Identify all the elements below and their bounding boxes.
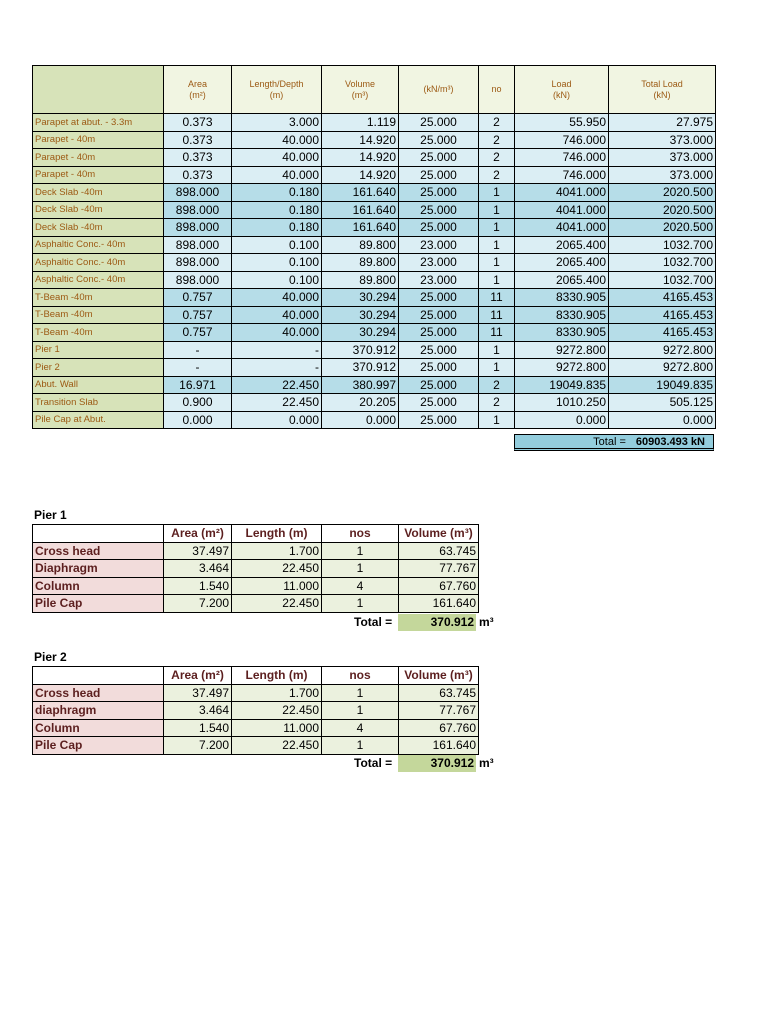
load-cell: 1010.250 [515,394,609,412]
count-cell: 2 [479,131,515,149]
unit-weight-cell: 25.000 [399,289,479,307]
table-row [33,219,716,237]
area-cell: 7.200 [164,737,232,755]
unit-weight-cell: 25.000 [399,359,479,377]
volume-cell: 63.745 [399,684,479,702]
total-load-cell: 2020.500 [609,219,716,237]
volume-cell: 1.119 [322,114,399,132]
load-cell: 8330.905 [515,306,609,324]
total-load-cell: 19049.835 [609,376,716,394]
pier2-total-label: Total = [354,756,393,770]
volume-cell: 67.760 [399,719,479,737]
row-label: Column [33,719,164,737]
count-cell: 11 [479,306,515,324]
pier2-total [0,756,600,773]
total-load-cell: 2020.500 [609,184,716,202]
length-cell: 11.000 [232,719,322,737]
area-cell: 37.497 [164,684,232,702]
row-label: diaphragm [33,702,164,720]
table-row [33,560,479,578]
unit-weight-cell: 25.000 [399,166,479,184]
count-cell: 1 [479,236,515,254]
table-row [33,737,479,755]
table-row [33,184,716,202]
table-row [33,684,479,702]
row-label: Cross head [33,542,164,560]
header-volume: Volume (m³) [399,667,479,685]
table-row [33,289,716,307]
grand-total-value: 60903.493 kN [635,435,705,448]
volume-cell: 63.745 [399,542,479,560]
header-unit-weight: (kN/m³) [399,66,479,114]
nos-cell: 1 [322,737,399,755]
header-blank [33,525,164,543]
unit-weight-cell: 25.000 [399,324,479,342]
header-total-load: Total Load (kN) [609,66,716,114]
nos-cell: 4 [322,577,399,595]
row-label: Asphaltic Conc.- 40m [33,254,164,272]
unit-weight-cell: 25.000 [399,201,479,219]
row-label: Abut. Wall [33,376,164,394]
row-label: T-Beam -40m [33,324,164,342]
header-load: Load (kN) [515,66,609,114]
table-row [33,542,479,560]
load-cell: 2065.400 [515,254,609,272]
total-load-cell: 2020.500 [609,201,716,219]
volume-cell: 370.912 [322,359,399,377]
load-cell: 9272.800 [515,359,609,377]
load-cell: 4041.000 [515,219,609,237]
volume-cell: 30.294 [322,289,399,307]
total-load-cell: 9272.800 [609,359,716,377]
count-cell: 1 [479,359,515,377]
length-cell: 0.100 [232,254,322,272]
row-label: Cross head [33,684,164,702]
count-cell: 1 [479,219,515,237]
unit-weight-cell: 25.000 [399,219,479,237]
header-length: Length (m) [232,667,322,685]
area-cell: 0.373 [164,131,232,149]
total-load-cell: 27.975 [609,114,716,132]
length-cell: 0.180 [232,201,322,219]
grand-total [514,434,714,451]
length-cell: 40.000 [232,149,322,167]
row-label: Pier 2 [33,359,164,377]
area-cell: 37.497 [164,542,232,560]
load-cell: 8330.905 [515,289,609,307]
area-cell: 0.757 [164,306,232,324]
area-cell: 0.900 [164,394,232,412]
area-cell: 898.000 [164,271,232,289]
area-cell: 1.540 [164,577,232,595]
header-area: Area (m²) [164,66,232,114]
nos-cell: 1 [322,684,399,702]
volume-cell: 370.912 [322,341,399,359]
table-row [33,131,716,149]
count-cell: 2 [479,114,515,132]
row-label: T-Beam -40m [33,306,164,324]
row-label: Diaphragm [33,560,164,578]
table-row [33,702,479,720]
area-cell: 0.000 [164,411,232,429]
total-load-cell: 1032.700 [609,271,716,289]
pier2-table [32,666,479,755]
header-volume: Volume (m³) [399,525,479,543]
length-cell: 0.000 [232,411,322,429]
pier1-total [0,615,600,632]
volume-cell: 89.800 [322,271,399,289]
volume-cell: 89.800 [322,236,399,254]
table-row [33,359,716,377]
total-load-cell: 0.000 [609,411,716,429]
count-cell: 1 [479,184,515,202]
volume-cell: 161.640 [322,219,399,237]
area-cell: 0.757 [164,324,232,342]
header-length: Length/Depth (m) [232,66,322,114]
unit-weight-cell: 25.000 [399,131,479,149]
row-label: Deck Slab -40m [33,219,164,237]
unit-weight-cell: 25.000 [399,376,479,394]
total-load-cell: 4165.453 [609,306,716,324]
nos-cell: 1 [322,560,399,578]
load-cell: 746.000 [515,131,609,149]
row-label: Pile Cap [33,737,164,755]
count-cell: 2 [479,166,515,184]
unit-weight-cell: 23.000 [399,254,479,272]
length-cell: 40.000 [232,289,322,307]
load-table [32,65,716,429]
header-nos: nos [322,667,399,685]
count-cell: 1 [479,271,515,289]
row-label: Deck Slab -40m [33,201,164,219]
row-label: Parapet - 40m [33,149,164,167]
table-row [33,166,716,184]
total-load-cell: 373.000 [609,131,716,149]
volume-cell: 0.000 [322,411,399,429]
unit-weight-cell: 23.000 [399,236,479,254]
load-cell: 4041.000 [515,184,609,202]
length-cell: 22.450 [232,737,322,755]
length-cell: 22.450 [232,595,322,613]
header-volume: Volume (m³) [322,66,399,114]
unit-weight-cell: 25.000 [399,394,479,412]
length-cell: 22.450 [232,376,322,394]
header-blank [33,667,164,685]
length-cell: 3.000 [232,114,322,132]
area-cell: 898.000 [164,201,232,219]
volume-cell: 161.640 [322,201,399,219]
table-row [33,149,716,167]
grand-total-label: Total = [593,435,626,448]
length-cell: 1.700 [232,542,322,560]
load-cell: 8330.905 [515,324,609,342]
count-cell: 2 [479,376,515,394]
length-cell: - [232,341,322,359]
area-cell: 16.971 [164,376,232,394]
header-area: Area (m²) [164,667,232,685]
table-row [33,719,479,737]
unit-weight-cell: 25.000 [399,341,479,359]
nos-cell: 1 [322,595,399,613]
load-cell: 2065.400 [515,271,609,289]
header-area: Area (m²) [164,525,232,543]
table-row [33,254,716,272]
area-cell: 7.200 [164,595,232,613]
area-cell: 3.464 [164,560,232,578]
pier2-title: Pier 2 [34,650,67,664]
nos-cell: 1 [322,542,399,560]
row-label: Pile Cap [33,595,164,613]
table-row [33,306,716,324]
row-label: Deck Slab -40m [33,184,164,202]
length-cell: 40.000 [232,166,322,184]
header-nos: nos [322,525,399,543]
count-cell: 2 [479,394,515,412]
unit-weight-cell: 25.000 [399,114,479,132]
count-cell: 1 [479,254,515,272]
pier1-title: Pier 1 [34,508,67,522]
header-blank [33,66,164,114]
header-length: Length (m) [232,525,322,543]
row-label: Column [33,577,164,595]
length-cell: 22.450 [232,702,322,720]
length-cell: 1.700 [232,684,322,702]
length-cell: 0.100 [232,236,322,254]
total-load-cell: 1032.700 [609,254,716,272]
volume-cell: 14.920 [322,149,399,167]
table-row [33,236,716,254]
volume-cell: 77.767 [399,560,479,578]
pier2-header [33,667,479,685]
pier1-header [33,525,479,543]
total-load-cell: 9272.800 [609,341,716,359]
count-cell: 11 [479,324,515,342]
volume-cell: 20.205 [322,394,399,412]
pier1-table [32,524,479,613]
row-label: Asphaltic Conc.- 40m [33,271,164,289]
count-cell: 11 [479,289,515,307]
length-cell: 40.000 [232,324,322,342]
table-row [33,595,479,613]
load-table-header [33,66,716,114]
area-cell: 898.000 [164,236,232,254]
table-row [33,201,716,219]
load-cell: 746.000 [515,166,609,184]
table-row [33,324,716,342]
length-cell: 11.000 [232,577,322,595]
area-cell: - [164,359,232,377]
load-cell: 746.000 [515,149,609,167]
area-cell: 0.373 [164,114,232,132]
volume-cell: 161.640 [399,737,479,755]
area-cell: 3.464 [164,702,232,720]
volume-cell: 161.640 [322,184,399,202]
volume-cell: 380.997 [322,376,399,394]
load-cell: 4041.000 [515,201,609,219]
length-cell: 0.100 [232,271,322,289]
header-no: no [479,66,515,114]
volume-cell: 14.920 [322,131,399,149]
pier1-total-label: Total = [354,615,393,629]
load-cell: 19049.835 [515,376,609,394]
area-cell: 0.373 [164,149,232,167]
length-cell: - [232,359,322,377]
count-cell: 1 [479,341,515,359]
volume-cell: 67.760 [399,577,479,595]
table-row [33,341,716,359]
unit-weight-cell: 25.000 [399,149,479,167]
count-cell: 1 [479,411,515,429]
length-cell: 0.180 [232,184,322,202]
table-row [33,411,716,429]
row-label: T-Beam -40m [33,289,164,307]
total-load-cell: 373.000 [609,149,716,167]
nos-cell: 4 [322,719,399,737]
length-cell: 40.000 [232,131,322,149]
load-cell: 2065.400 [515,236,609,254]
table-row [33,577,479,595]
length-cell: 40.000 [232,306,322,324]
row-label: Transition Slab [33,394,164,412]
length-cell: 22.450 [232,394,322,412]
area-cell: 0.373 [164,166,232,184]
pier1-total-unit: m³ [479,615,494,629]
volume-cell: 161.640 [399,595,479,613]
nos-cell: 1 [322,702,399,720]
volume-cell: 30.294 [322,324,399,342]
total-load-cell: 4165.453 [609,324,716,342]
volume-cell: 89.800 [322,254,399,272]
load-cell: 0.000 [515,411,609,429]
row-label: Parapet - 40m [33,166,164,184]
row-label: Parapet - 40m [33,131,164,149]
pier2-total-value: 370.912 [398,755,476,772]
unit-weight-cell: 25.000 [399,306,479,324]
volume-cell: 14.920 [322,166,399,184]
table-row [33,376,716,394]
area-cell: 898.000 [164,184,232,202]
length-cell: 0.180 [232,219,322,237]
unit-weight-cell: 23.000 [399,271,479,289]
table-row [33,114,716,132]
area-cell: - [164,341,232,359]
total-load-cell: 373.000 [609,166,716,184]
length-cell: 22.450 [232,560,322,578]
area-cell: 0.757 [164,289,232,307]
table-row [33,394,716,412]
row-label: Pier 1 [33,341,164,359]
volume-cell: 30.294 [322,306,399,324]
count-cell: 2 [479,149,515,167]
area-cell: 898.000 [164,219,232,237]
row-label: Parapet at abut. - 3.3m [33,114,164,132]
table-row [33,271,716,289]
load-cell: 55.950 [515,114,609,132]
area-cell: 898.000 [164,254,232,272]
pier2-total-unit: m³ [479,756,494,770]
total-load-cell: 4165.453 [609,289,716,307]
total-load-cell: 1032.700 [609,236,716,254]
pier1-total-value: 370.912 [398,614,476,631]
unit-weight-cell: 25.000 [399,411,479,429]
load-cell: 9272.800 [515,341,609,359]
area-cell: 1.540 [164,719,232,737]
total-load-cell: 505.125 [609,394,716,412]
count-cell: 1 [479,201,515,219]
row-label: Pile Cap at Abut. [33,411,164,429]
unit-weight-cell: 25.000 [399,184,479,202]
volume-cell: 77.767 [399,702,479,720]
row-label: Asphaltic Conc.- 40m [33,236,164,254]
